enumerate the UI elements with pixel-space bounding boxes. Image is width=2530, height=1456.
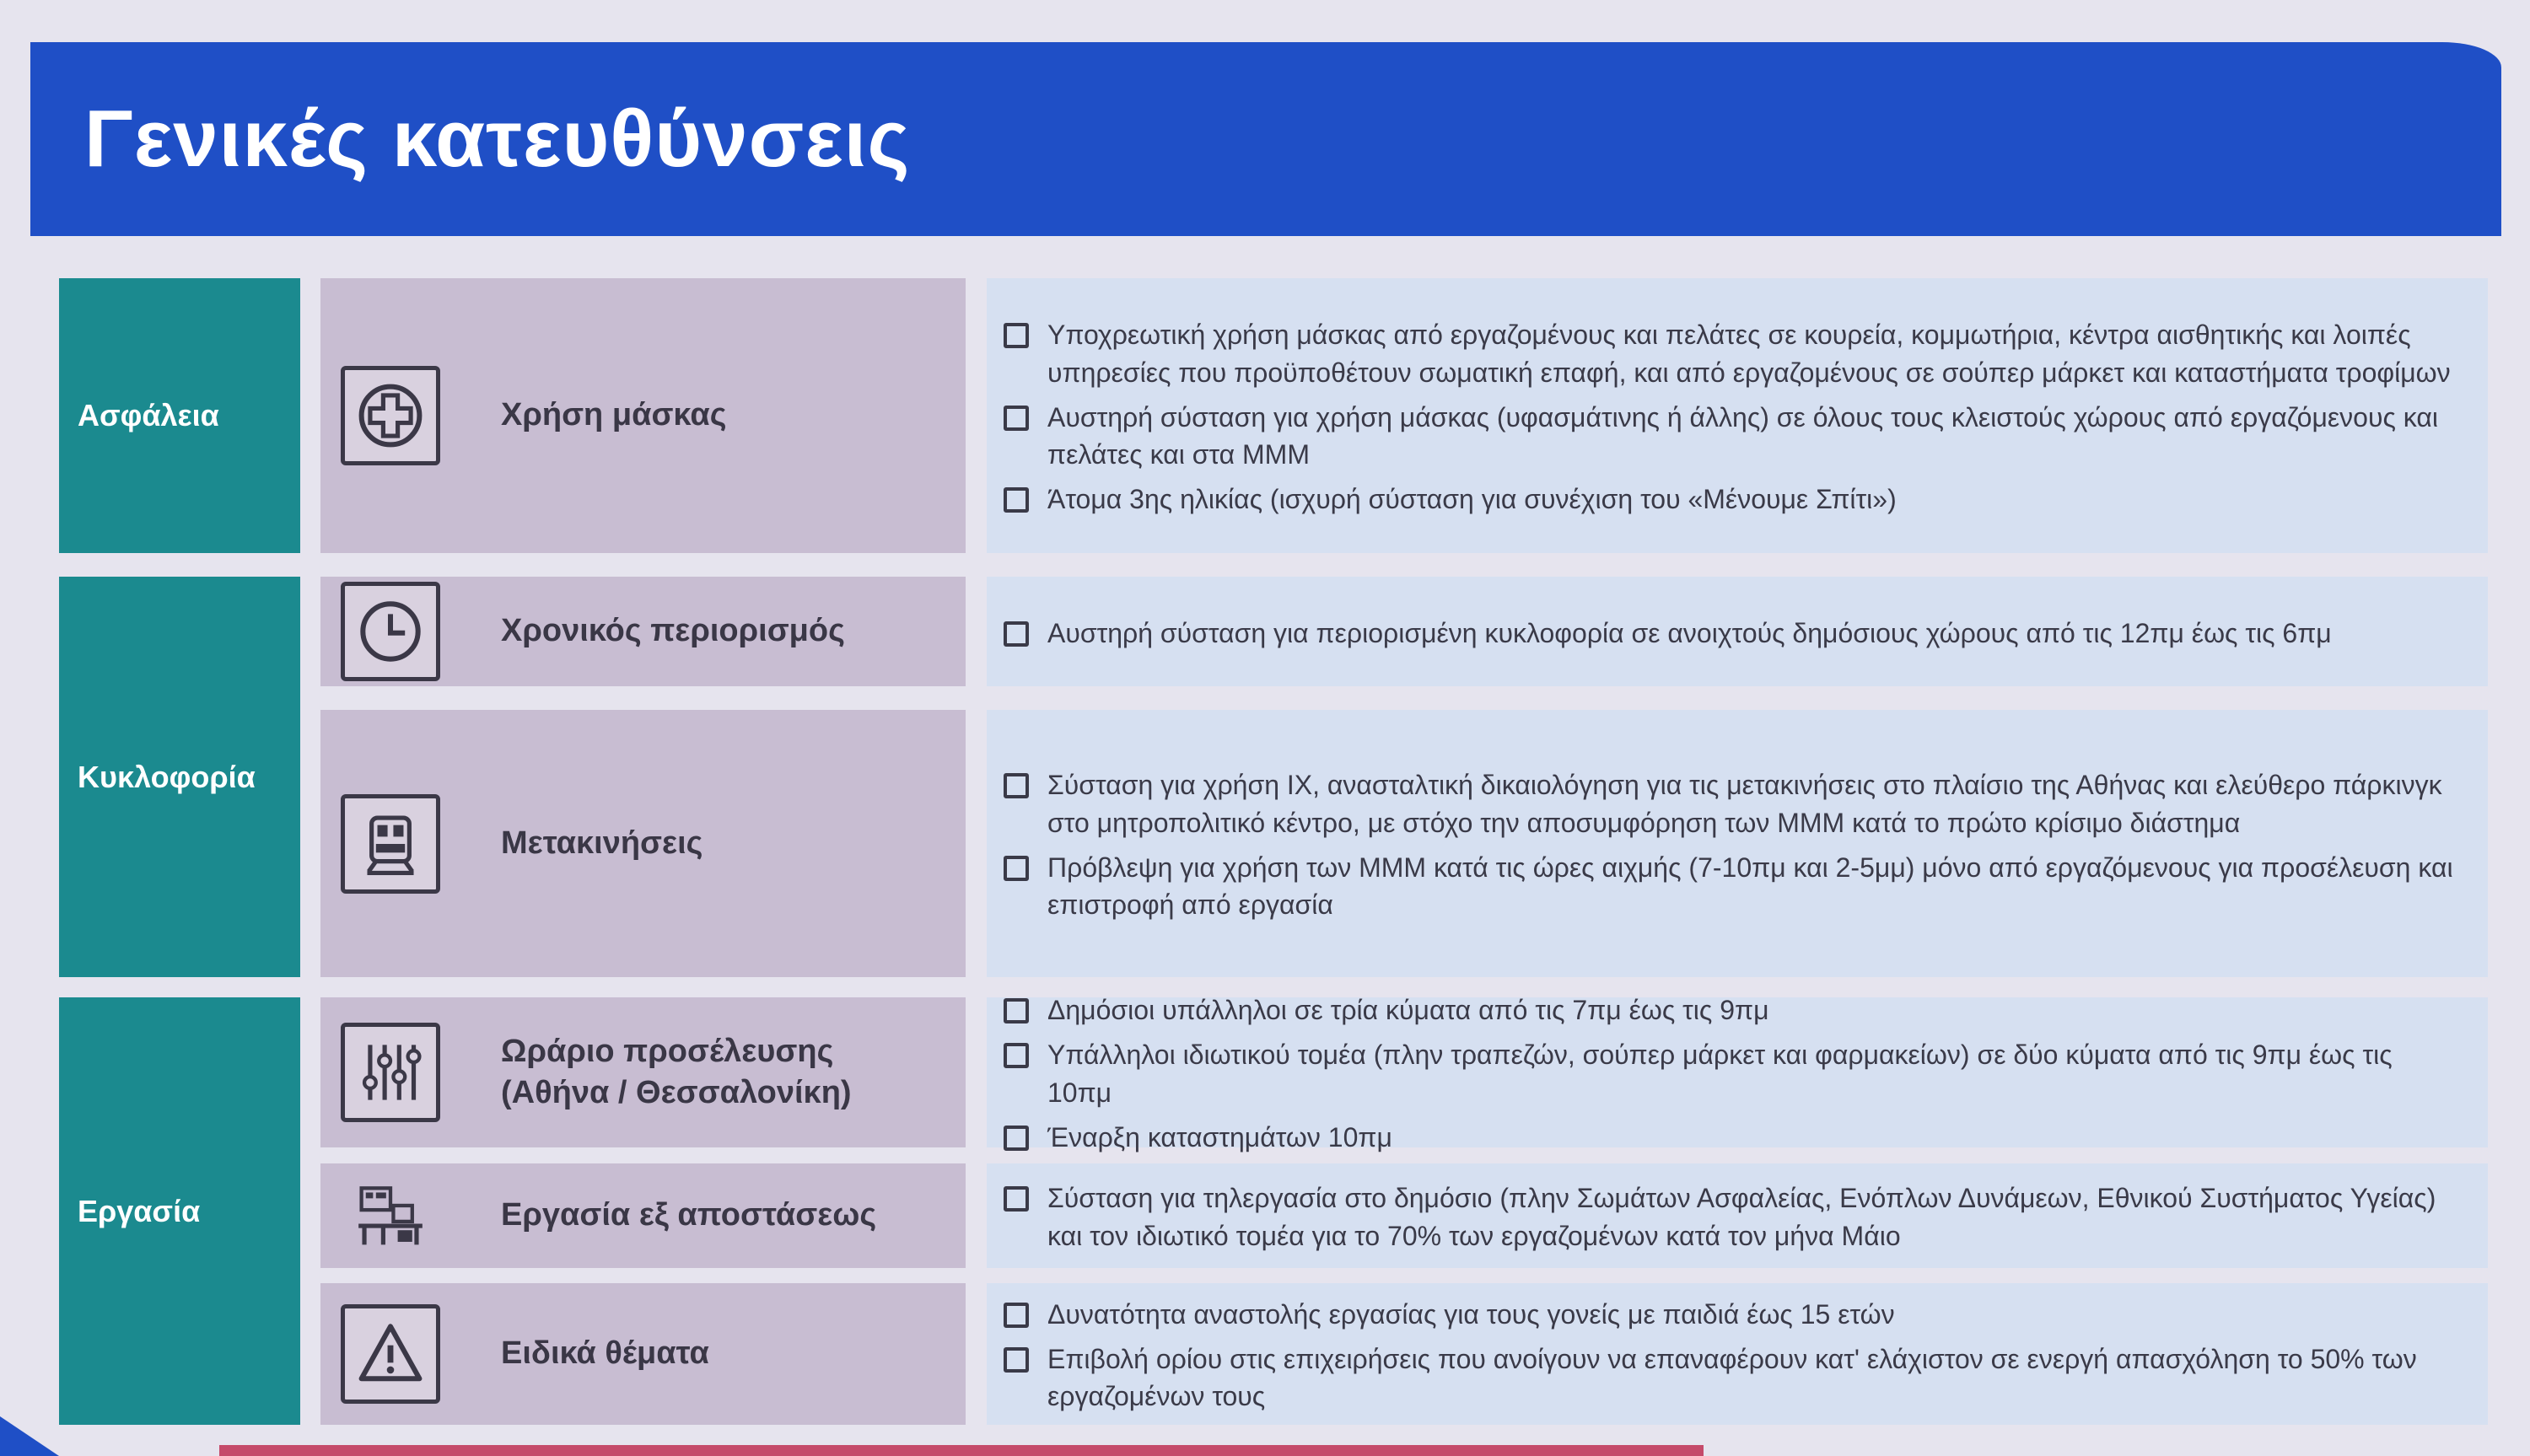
list-item: Άτομα 3ης ηλικίας (ισχυρή σύσταση για συνέχιση του «Μένουμε Σπίτι») xyxy=(1004,481,2463,518)
list-item: Σύσταση για τηλεργασία στο δημόσιο (πλην Σωμάτων Ασφαλείας, Ενόπλων Δυνάμεων, Εθνικού Συστήματος Υγείας) και τον ιδιωτικό τομέα για το 70% των εργαζομένων κατά τον μήνα Μάιο xyxy=(1004,1179,2463,1255)
category-label: Ασφάλεια xyxy=(78,398,219,433)
checkbox-icon xyxy=(1004,1347,1029,1373)
list-item: Έναρξη καταστημάτων 10πμ xyxy=(1004,1119,2463,1157)
topic-label: Χρονικός περιορισμός xyxy=(501,613,845,649)
checkbox-icon xyxy=(1004,323,1029,348)
description-remote-work xyxy=(987,1163,2488,1268)
description-arrival-hours xyxy=(987,995,2488,1152)
checkbox-icon xyxy=(1004,856,1029,881)
guidelines-table xyxy=(59,278,2488,1425)
list-item: Αυστηρή σύσταση για περιορισμένη κυκλοφορία σε ανοιχτούς δημόσιους χώρους από τις 12πμ έως τις 6πμ xyxy=(1004,615,2463,653)
train-icon xyxy=(341,794,440,894)
title-banner xyxy=(30,42,2501,236)
checkbox-icon xyxy=(1004,1186,1029,1212)
category-traffic xyxy=(59,577,300,977)
checkbox-icon xyxy=(1004,406,1029,431)
topic-special-issues xyxy=(320,1283,966,1425)
list-item: Υπάλληλοι ιδιωτικού τομέα (πλην τραπεζών, σούπερ μάρκετ και φαρμακείων) σε δύο κύματα από τις 9πμ έως τις 10πμ xyxy=(1004,1036,2463,1112)
checkbox-icon xyxy=(1004,773,1029,798)
checkbox-icon xyxy=(1004,1303,1029,1328)
topic-transport xyxy=(320,710,966,977)
checkbox-icon xyxy=(1004,621,1029,647)
category-work xyxy=(59,997,300,1425)
topic-label: Εργασία εξ αποστάσεως xyxy=(501,1197,877,1233)
topic-label xyxy=(501,1031,852,1115)
clock-icon xyxy=(341,582,440,681)
category-safety xyxy=(59,278,300,553)
topic-label: Ειδικά θέματα xyxy=(501,1335,709,1372)
topic-label-line2: (Αθήνα / Θεσσαλονίκη) xyxy=(501,1075,852,1110)
warning-icon xyxy=(341,1304,440,1404)
list-item: Σύσταση για χρήση IX, ανασταλτική δικαιολόγηση για τις μετακινήσεις στο πλαίσιο της Αθήνας και ελεύθερο πάρκινγκ στο μητροπολιτικό κέντρο, με στόχο την αποσυμφόρηση των ΜΜΜ κατά το πρώτο κρίσιμο διάστημα xyxy=(1004,766,2463,842)
checkbox-icon xyxy=(1004,1126,1029,1151)
checkbox-icon xyxy=(1004,487,1029,513)
list-item: Υποχρεωτική χρήση μάσκας από εργαζομένους και πελάτες σε κουρεία, κομμωτήρια, κέντρα αισθητικής και λοιπές υπηρεσίες που προϋποθέτουν σωματική επαφή, και από εργαζομένους σε σούπερ μάρκετ και καταστήματα τροφίμων xyxy=(1004,316,2463,392)
list-item: Αυστηρή σύσταση για χρήση μάσκας (υφασμάτινης ή άλλης) σε όλους τους κλειστούς χώρους από εργαζόμενους και πελάτες και στα ΜΜΜ xyxy=(1004,399,2463,475)
topic-remote-work xyxy=(320,1163,966,1268)
topic-mask-use xyxy=(320,278,966,553)
description-transport xyxy=(987,710,2488,977)
checkbox-icon xyxy=(1004,998,1029,1023)
sliders-icon xyxy=(341,1023,440,1122)
description-special-issues xyxy=(987,1283,2488,1425)
topic-time-limit xyxy=(320,577,966,686)
checkbox-icon xyxy=(1004,1043,1029,1068)
list-item: Δημόσιοι υπάλληλοι σε τρία κύματα από τις 7πμ έως τις 9πμ xyxy=(1004,991,2463,1029)
desk-icon xyxy=(341,1166,440,1265)
list-item: Πρόβλεψη για χρήση των ΜΜΜ κατά τις ώρες αιχμής (7-10πμ και 2-5μμ) μόνο από εργαζόμενους για προσέλευση και επιστροφή από εργασία xyxy=(1004,849,2463,925)
category-label: Κυκλοφορία xyxy=(78,759,256,794)
category-label: Εργασία xyxy=(78,1193,201,1228)
list-item: Επιβολή ορίου στις επιχειρήσεις που ανοίγουν να επαναφέρουν κατ' ελάχιστον σε ενεργή απασχόληση το 50% των εργαζομένων τους xyxy=(1004,1340,2463,1416)
page-title: Γενικές κατευθύνσεις xyxy=(84,94,911,184)
medical-cross-icon xyxy=(341,366,440,465)
topic-label: Χρήση μάσκας xyxy=(501,397,727,433)
topic-arrival-hours xyxy=(320,997,966,1147)
bottom-divider xyxy=(219,1445,1704,1456)
description-time-limit xyxy=(987,577,2488,686)
description-mask-use xyxy=(987,278,2488,553)
corner-accent xyxy=(0,1416,59,1456)
topic-label-line1: Ωράριο προσέλευσης xyxy=(501,1033,834,1069)
list-item: Δυνατότητα αναστολής εργασίας για τους γονείς με παιδιά έως 15 ετών xyxy=(1004,1296,2463,1334)
topic-label: Μετακινήσεις xyxy=(501,825,703,861)
